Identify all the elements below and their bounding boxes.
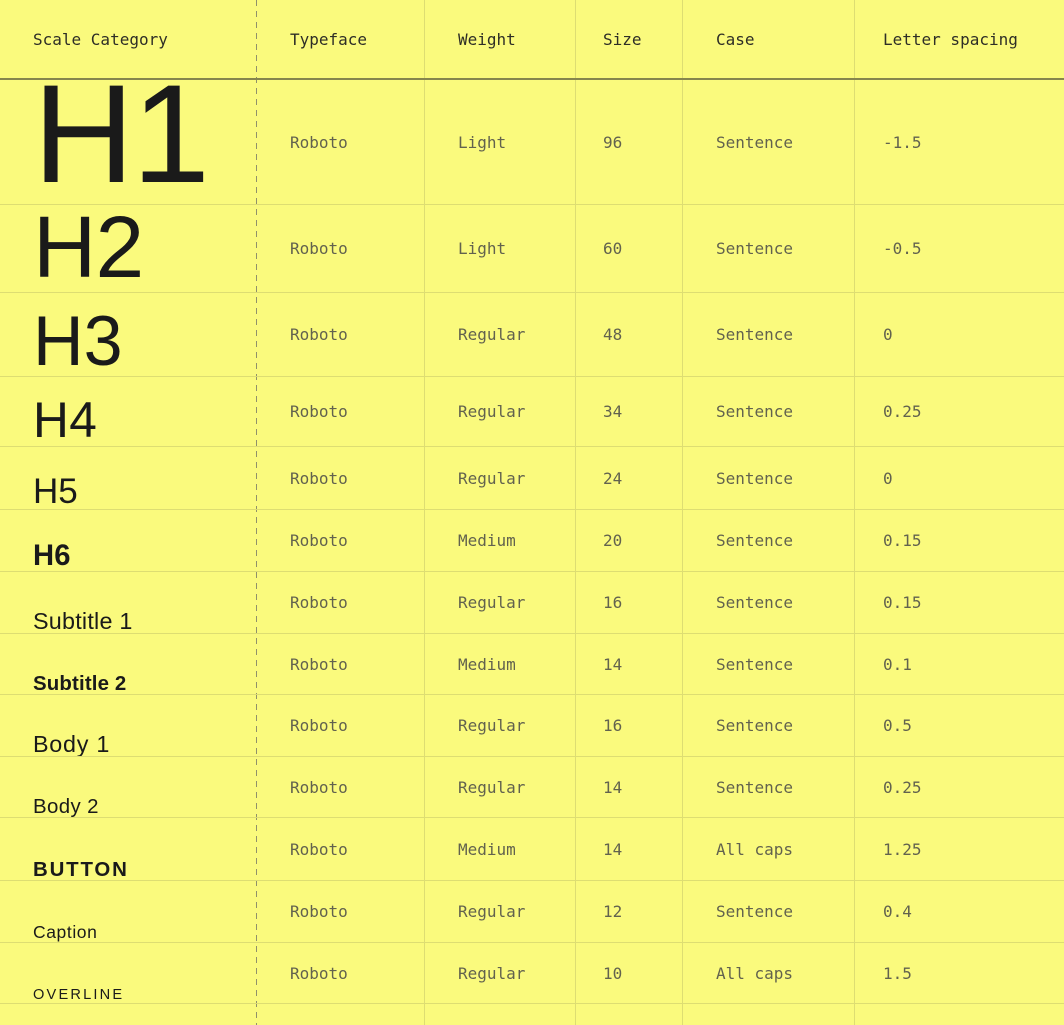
size-value: 48 bbox=[603, 325, 623, 344]
weight-value: Regular bbox=[458, 468, 526, 488]
header-typeface bbox=[257, 0, 425, 78]
scale-category-cell bbox=[0, 881, 257, 942]
table-row-partial bbox=[0, 1004, 1064, 1025]
size-cell bbox=[576, 1004, 683, 1025]
letter-spacing-value: 0 bbox=[883, 468, 893, 488]
weight-value: Light bbox=[458, 132, 507, 152]
weight-cell bbox=[425, 447, 576, 509]
case-cell bbox=[683, 943, 855, 1003]
case-value: Sentence bbox=[716, 402, 794, 421]
header-weight bbox=[425, 0, 576, 78]
case-cell bbox=[683, 695, 855, 756]
scale-category-label: OVERLINE bbox=[33, 987, 125, 1003]
case-cell bbox=[683, 572, 855, 633]
typeface-cell bbox=[257, 572, 425, 633]
typeface-value: Roboto bbox=[290, 963, 348, 983]
size-value: 16 bbox=[603, 593, 623, 612]
scale-category-cell bbox=[0, 757, 257, 817]
table-row bbox=[0, 447, 1064, 510]
letter-spacing-value: 0.25 bbox=[883, 777, 922, 797]
size-cell bbox=[576, 943, 683, 1003]
case-value: Sentence bbox=[716, 132, 794, 152]
header-size bbox=[576, 0, 683, 78]
case-value: All caps bbox=[716, 839, 794, 859]
weight-cell bbox=[425, 943, 576, 1003]
weight-value: Medium bbox=[458, 839, 516, 859]
weight-cell bbox=[425, 881, 576, 942]
case-value: Sentence bbox=[716, 325, 794, 344]
letter-spacing-cell bbox=[855, 377, 1064, 446]
case-cell bbox=[683, 757, 855, 817]
table-row bbox=[0, 881, 1064, 943]
weight-cell bbox=[425, 205, 576, 292]
typeface-value: Roboto bbox=[290, 654, 348, 674]
size-cell bbox=[576, 293, 683, 376]
weight-value: Regular bbox=[458, 402, 526, 421]
size-cell bbox=[576, 695, 683, 756]
table-row bbox=[0, 205, 1064, 293]
size-value: 34 bbox=[603, 402, 623, 421]
weight-cell bbox=[425, 293, 576, 376]
table-row bbox=[0, 572, 1064, 634]
letter-spacing-cell bbox=[855, 293, 1064, 376]
weight-value: Regular bbox=[458, 963, 526, 983]
typeface-cell bbox=[257, 1004, 425, 1025]
table-row bbox=[0, 818, 1064, 881]
weight-cell bbox=[425, 510, 576, 571]
size-cell bbox=[576, 634, 683, 694]
weight-cell bbox=[425, 757, 576, 817]
typeface-value: Roboto bbox=[290, 716, 348, 735]
size-cell bbox=[576, 377, 683, 446]
case-value: Sentence bbox=[716, 593, 794, 612]
weight-value: Medium bbox=[458, 531, 516, 550]
scale-category-label: H6 bbox=[33, 539, 71, 571]
scale-category-label: Subtitle 2 bbox=[33, 671, 127, 694]
case-cell bbox=[683, 634, 855, 694]
case-cell bbox=[683, 447, 855, 509]
weight-cell bbox=[425, 80, 576, 204]
letter-spacing-cell bbox=[855, 818, 1064, 880]
typeface-value: Roboto bbox=[290, 593, 348, 612]
typeface-cell bbox=[257, 205, 425, 292]
letter-spacing-value: 0.25 bbox=[883, 402, 922, 421]
letter-spacing-value: 1.25 bbox=[883, 839, 922, 859]
header-case bbox=[683, 0, 855, 78]
size-value: 12 bbox=[603, 902, 623, 921]
table-header-row bbox=[0, 0, 1064, 80]
table-row bbox=[0, 757, 1064, 818]
case-value: Sentence bbox=[716, 239, 794, 258]
typeface-cell bbox=[257, 757, 425, 817]
letter-spacing-cell bbox=[855, 881, 1064, 942]
typeface-value: Roboto bbox=[290, 239, 348, 258]
weight-value: Regular bbox=[458, 902, 526, 921]
header-letter-spacing bbox=[855, 0, 1064, 78]
typeface-cell bbox=[257, 293, 425, 376]
header-label: Case bbox=[716, 29, 755, 49]
typeface-value: Roboto bbox=[290, 132, 348, 152]
typeface-cell bbox=[257, 695, 425, 756]
scale-category-label: H5 bbox=[33, 471, 78, 509]
size-cell bbox=[576, 757, 683, 817]
letter-spacing-cell bbox=[855, 205, 1064, 292]
case-cell bbox=[683, 1004, 855, 1025]
size-cell bbox=[576, 80, 683, 204]
scale-category-label: Caption bbox=[33, 922, 98, 942]
letter-spacing-cell bbox=[855, 572, 1064, 633]
letter-spacing-value: 0.5 bbox=[883, 716, 912, 735]
typeface-value: Roboto bbox=[290, 468, 348, 488]
table-row bbox=[0, 510, 1064, 572]
header-label: Scale Category bbox=[33, 29, 168, 49]
typeface-value: Roboto bbox=[290, 531, 348, 550]
size-cell bbox=[576, 510, 683, 571]
case-cell bbox=[683, 80, 855, 204]
case-cell bbox=[683, 881, 855, 942]
scale-category-cell bbox=[0, 510, 257, 571]
scale-category-label: H2 bbox=[33, 205, 144, 292]
scale-category-label: H3 bbox=[33, 301, 123, 376]
letter-spacing-value: 0.1 bbox=[883, 654, 912, 674]
weight-value: Regular bbox=[458, 716, 526, 735]
size-cell bbox=[576, 881, 683, 942]
typeface-cell bbox=[257, 881, 425, 942]
typeface-cell bbox=[257, 377, 425, 446]
header-label: Size bbox=[603, 29, 642, 49]
letter-spacing-value: 0.4 bbox=[883, 902, 912, 921]
letter-spacing-value: 0.15 bbox=[883, 593, 922, 612]
header-label: Weight bbox=[458, 29, 516, 49]
scale-category-cell bbox=[0, 377, 257, 446]
scale-category-label: H1 bbox=[33, 80, 208, 204]
case-cell bbox=[683, 377, 855, 446]
weight-cell bbox=[425, 695, 576, 756]
typeface-value: Roboto bbox=[290, 402, 348, 421]
case-value: Sentence bbox=[716, 531, 794, 550]
table-row bbox=[0, 377, 1064, 447]
weight-cell bbox=[425, 818, 576, 880]
size-value: 24 bbox=[603, 468, 623, 488]
case-value: Sentence bbox=[716, 902, 794, 921]
size-value: 14 bbox=[603, 654, 623, 674]
scale-category-label: BUTTON bbox=[33, 857, 129, 880]
typeface-value: Roboto bbox=[290, 325, 348, 344]
typeface-cell bbox=[257, 634, 425, 694]
case-cell bbox=[683, 293, 855, 376]
case-cell bbox=[683, 818, 855, 880]
header-scale-category bbox=[0, 0, 257, 78]
header-label: Typeface bbox=[290, 29, 368, 49]
typeface-value: Roboto bbox=[290, 777, 348, 797]
case-value: All caps bbox=[716, 963, 794, 983]
size-value: 96 bbox=[603, 132, 623, 152]
size-cell bbox=[576, 205, 683, 292]
letter-spacing-cell bbox=[855, 447, 1064, 509]
weight-value: Regular bbox=[458, 593, 526, 612]
letter-spacing-cell bbox=[855, 634, 1064, 694]
case-value: Sentence bbox=[716, 468, 794, 488]
scale-category-cell bbox=[0, 205, 257, 292]
scale-category-cell bbox=[0, 447, 257, 509]
size-value: 14 bbox=[603, 839, 623, 859]
weight-value: Light bbox=[458, 239, 507, 258]
scale-category-cell bbox=[0, 943, 257, 1003]
scale-category-label: H4 bbox=[33, 392, 98, 446]
letter-spacing-cell bbox=[855, 757, 1064, 817]
size-cell bbox=[576, 572, 683, 633]
size-cell bbox=[576, 447, 683, 509]
scale-category-cell bbox=[0, 572, 257, 633]
table-row bbox=[0, 695, 1064, 757]
size-value: 10 bbox=[603, 963, 623, 983]
case-value: Sentence bbox=[716, 716, 794, 735]
size-value: 16 bbox=[603, 716, 623, 735]
weight-cell bbox=[425, 572, 576, 633]
typeface-cell bbox=[257, 80, 425, 204]
letter-spacing-value: 0.15 bbox=[883, 531, 922, 550]
table-row bbox=[0, 943, 1064, 1004]
header-label: Letter spacing bbox=[883, 29, 1018, 49]
case-value: Sentence bbox=[716, 777, 794, 797]
scale-category-label: Body 1 bbox=[33, 730, 111, 756]
table-body bbox=[0, 80, 1064, 1025]
typeface-value: Roboto bbox=[290, 902, 348, 921]
scale-category-cell bbox=[0, 80, 257, 204]
typeface-cell bbox=[257, 510, 425, 571]
size-value: 60 bbox=[603, 239, 623, 258]
case-value: Sentence bbox=[716, 654, 794, 674]
letter-spacing-value: -1.5 bbox=[883, 132, 922, 152]
typeface-cell bbox=[257, 943, 425, 1003]
size-value: 14 bbox=[603, 777, 623, 797]
letter-spacing-cell bbox=[855, 1004, 1064, 1025]
letter-spacing-cell bbox=[855, 695, 1064, 756]
letter-spacing-value: 1.5 bbox=[883, 963, 912, 983]
table-row bbox=[0, 293, 1064, 377]
scale-category-cell bbox=[0, 818, 257, 880]
weight-cell bbox=[425, 377, 576, 446]
typeface-value: Roboto bbox=[290, 839, 348, 859]
typeface-cell bbox=[257, 818, 425, 880]
case-cell bbox=[683, 510, 855, 571]
table-row bbox=[0, 80, 1064, 205]
scale-category-label: Body 2 bbox=[33, 794, 99, 817]
typeface-cell bbox=[257, 447, 425, 509]
letter-spacing-value: -0.5 bbox=[883, 239, 922, 258]
table-row bbox=[0, 634, 1064, 695]
scale-category-cell bbox=[0, 1004, 257, 1025]
weight-cell bbox=[425, 1004, 576, 1025]
scale-category-cell bbox=[0, 695, 257, 756]
weight-value: Regular bbox=[458, 777, 526, 797]
letter-spacing-value: 0 bbox=[883, 325, 893, 344]
weight-value: Regular bbox=[458, 325, 526, 344]
letter-spacing-cell bbox=[855, 943, 1064, 1003]
case-cell bbox=[683, 205, 855, 292]
weight-value: Medium bbox=[458, 654, 516, 674]
weight-cell bbox=[425, 634, 576, 694]
scale-category-label: Subtitle 1 bbox=[33, 607, 133, 633]
scale-category-cell bbox=[0, 634, 257, 694]
size-cell bbox=[576, 818, 683, 880]
scale-category-cell bbox=[0, 293, 257, 376]
letter-spacing-cell bbox=[855, 80, 1064, 204]
size-value: 20 bbox=[603, 531, 623, 550]
letter-spacing-cell bbox=[855, 510, 1064, 571]
